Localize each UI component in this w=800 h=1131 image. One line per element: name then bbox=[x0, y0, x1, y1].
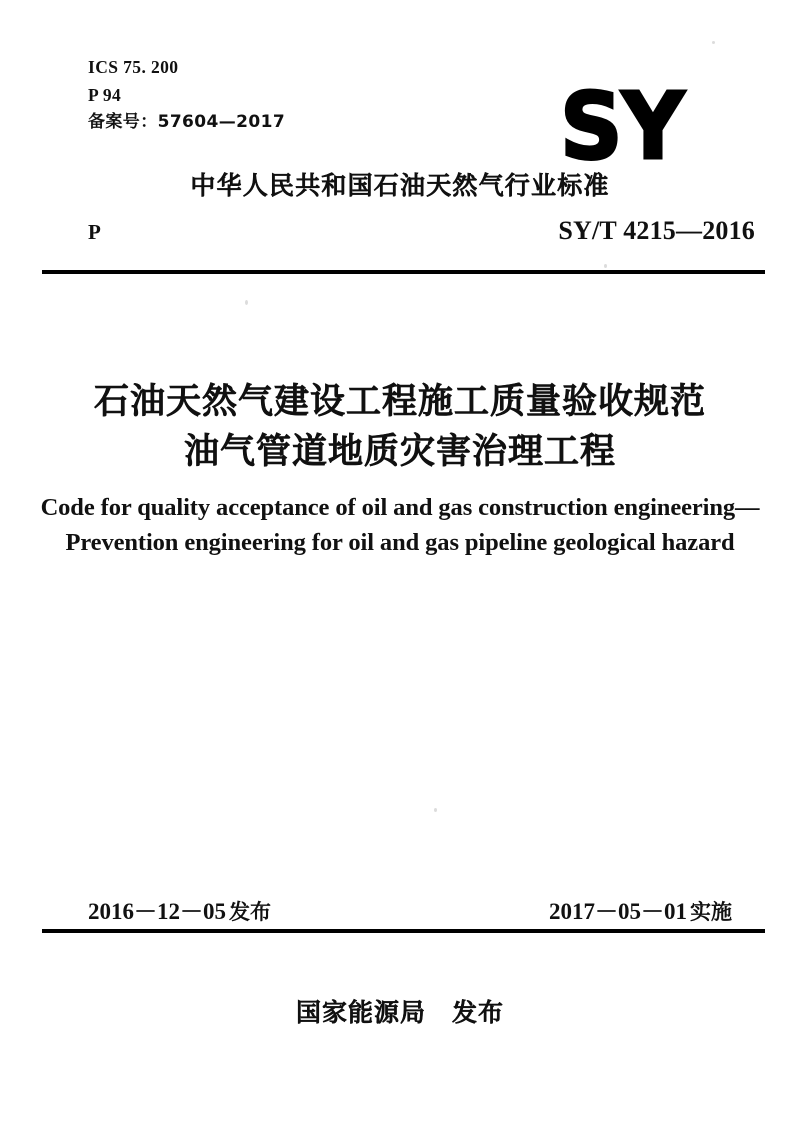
ics-number: ICS 75. 200 bbox=[88, 57, 179, 77]
title-en-line-1: Code for quality acceptance of oil and gas construction engineering— bbox=[40, 494, 760, 521]
header-divider-rule bbox=[42, 270, 765, 274]
issue-date bbox=[88, 893, 271, 926]
dates-row bbox=[88, 893, 732, 926]
industry-standard-banner: 中华人民共和国石油天然气行业标准 bbox=[190, 171, 610, 200]
standard-number: SY/T 4215—2016 bbox=[558, 216, 755, 245]
scan-speck bbox=[712, 41, 715, 44]
scan-speck bbox=[434, 808, 437, 812]
document-title-en bbox=[0, 491, 800, 561]
record-number: 备案号：57604—2017 bbox=[88, 112, 286, 133]
effective-date bbox=[549, 893, 732, 926]
effective-date-value: 2017－05－01 bbox=[549, 899, 687, 924]
title-cn-line-1: 石油天然气建设工程施工质量验收规范 bbox=[93, 382, 706, 422]
title-cn-line-2: 油气管道地质灾害治理工程 bbox=[183, 431, 616, 472]
scan-speck bbox=[245, 300, 248, 305]
issue-date-label: 发布 bbox=[229, 900, 271, 924]
sy-logo: SY bbox=[560, 74, 684, 181]
header-metadata bbox=[88, 54, 285, 136]
footer-divider-rule bbox=[42, 929, 765, 933]
scan-speck bbox=[604, 264, 607, 268]
title-en-line-2: Prevention engineering for oil and gas pipeline geological hazard bbox=[65, 528, 735, 556]
classification-code: P 94 bbox=[88, 84, 122, 105]
document-title-cn bbox=[0, 378, 800, 477]
standard-number-row bbox=[88, 216, 755, 246]
issue-date-value: 2016－12－05 bbox=[88, 899, 226, 924]
classification-letter: P bbox=[88, 220, 101, 244]
issuing-authority: 国家能源局 发布 bbox=[295, 998, 504, 1027]
effective-date-label: 实施 bbox=[690, 900, 732, 924]
